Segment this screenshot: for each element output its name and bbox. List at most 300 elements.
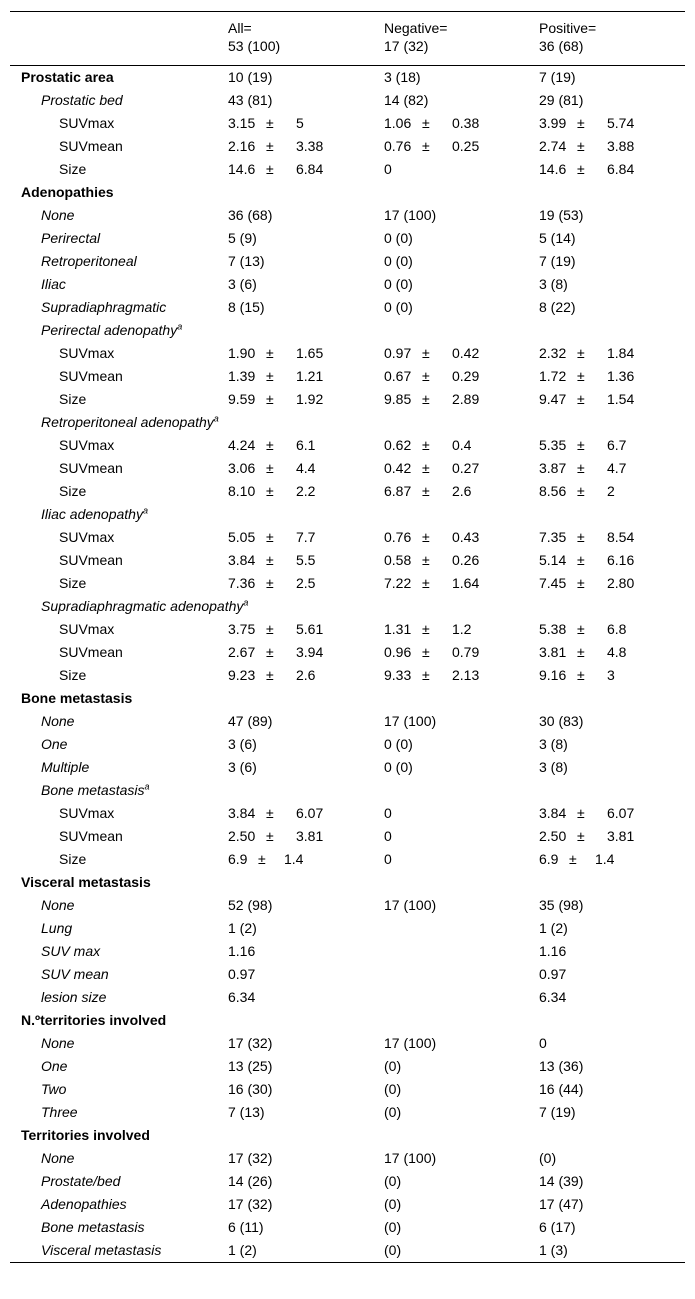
cell-neg [373, 296, 528, 319]
sd-value: 1.4 [595, 851, 615, 867]
cell-neg [373, 342, 528, 365]
cell-pos [528, 66, 685, 90]
cell-value: 0 (0) [384, 759, 413, 775]
plus-minus-sign: ± [577, 805, 585, 821]
cell-value: 13 (36) [539, 1058, 584, 1074]
plus-minus-sign: ± [577, 529, 585, 545]
table-row [10, 1170, 685, 1193]
cell-all [217, 181, 373, 204]
cell-value: 0 [384, 828, 392, 844]
cell-value: 43 (81) [228, 92, 273, 108]
table-row [10, 664, 685, 687]
cell-value: 3 (8) [539, 759, 568, 775]
cell-value: 19 (53) [539, 207, 584, 223]
cell-neg [373, 388, 528, 411]
cell-neg [373, 526, 528, 549]
row-label [10, 1055, 217, 1078]
sd-value: 0.29 [452, 368, 480, 384]
table-row [10, 1009, 685, 1032]
cell-value: 0 (0) [384, 230, 413, 246]
mean-value: 1.90 [228, 345, 256, 361]
sd-value: 0.25 [452, 138, 480, 154]
sd-value: 1.84 [607, 345, 635, 361]
row-label [10, 1078, 217, 1101]
footnote-marker: a [213, 413, 219, 424]
mean-value: 0.62 [384, 437, 412, 453]
row-label [10, 940, 217, 963]
row-label-text: Retroperitoneal [41, 253, 137, 269]
row-label-text: Size [59, 483, 87, 499]
row-label [10, 227, 217, 250]
table-row [10, 135, 685, 158]
cell-all [217, 733, 373, 756]
row-label-text: Bone metastasis [41, 782, 145, 798]
row-label [10, 1170, 217, 1193]
sd-value: 0.27 [452, 460, 480, 476]
cell-value: 0 (0) [384, 736, 413, 752]
sd-value: 1.65 [296, 345, 324, 361]
mean-value: 8.56 [539, 483, 567, 499]
row-label-text: Three [41, 1104, 78, 1120]
row-label [10, 434, 217, 457]
cell-value: 17 (100) [384, 1035, 437, 1051]
plus-minus-sign: ± [266, 529, 274, 545]
cell-value: 0 [384, 851, 392, 867]
cell-neg [373, 733, 528, 756]
cell-value: 7 (19) [539, 253, 576, 269]
cell-pos [528, 112, 685, 135]
cell-pos [528, 1009, 685, 1032]
mean-value: 6.9 [228, 851, 248, 867]
plus-minus-sign: ± [266, 460, 274, 476]
plus-minus-sign: ± [422, 483, 430, 499]
cell-pos [528, 940, 685, 963]
plus-minus-sign: ± [577, 115, 585, 131]
sd-value: 4.4 [296, 460, 316, 476]
row-label-text: SUV max [41, 943, 101, 959]
row-label-text: Territories involved [21, 1127, 150, 1143]
table-row [10, 848, 685, 871]
table-row [10, 296, 685, 319]
cell-neg [373, 917, 528, 940]
cell-value: 7 (19) [539, 69, 576, 85]
table-row [10, 273, 685, 296]
table-row [10, 388, 685, 411]
cell-value: 29 (81) [539, 92, 584, 108]
sd-value: 6.7 [607, 437, 627, 453]
cell-value: 7 (19) [539, 1104, 576, 1120]
row-label-text: SUVmax [59, 115, 115, 131]
cell-pos [528, 503, 685, 526]
plus-minus-sign: ± [577, 828, 585, 844]
cell-all [217, 204, 373, 227]
mean-value: 9.85 [384, 391, 412, 407]
cell-value: (0) [384, 1242, 402, 1258]
cell-all [217, 664, 373, 687]
table-row [10, 825, 685, 848]
cell-value: 7 (13) [228, 253, 265, 269]
row-label [10, 1009, 217, 1032]
cell-all [217, 273, 373, 296]
cell-pos [528, 227, 685, 250]
row-label [10, 296, 217, 319]
plus-minus-sign: ± [422, 621, 430, 637]
cell-neg [373, 756, 528, 779]
mean-value: 0.42 [384, 460, 412, 476]
mean-value: 5.14 [539, 552, 567, 568]
row-label-text: Multiple [41, 759, 90, 775]
cell-all [217, 1032, 373, 1055]
mean-value: 0.67 [384, 368, 412, 384]
cell-value: 0 [384, 161, 392, 177]
table-row [10, 1032, 685, 1055]
row-label [10, 66, 217, 90]
row-label [10, 641, 217, 664]
mean-value: 6.87 [384, 483, 412, 499]
cell-all [217, 250, 373, 273]
table-row [10, 342, 685, 365]
row-label [10, 480, 217, 503]
cell-neg [373, 1193, 528, 1216]
row-label [10, 1239, 217, 1263]
cell-value: 3 (8) [539, 276, 568, 292]
mean-value: 9.47 [539, 391, 567, 407]
mean-value: 7.45 [539, 575, 567, 591]
cell-all [217, 1147, 373, 1170]
mean-value: 1.72 [539, 368, 567, 384]
plus-minus-sign: ± [266, 161, 274, 177]
sd-value: 2.2 [296, 483, 316, 499]
cell-value: 8 (15) [228, 299, 265, 315]
sd-value: 1.4 [284, 851, 304, 867]
plus-minus-sign: ± [422, 345, 430, 361]
cell-neg [373, 572, 528, 595]
sd-value: 5.61 [296, 621, 324, 637]
header-positive-label: Positive= [539, 20, 597, 36]
cell-pos [528, 89, 685, 112]
cell-pos [528, 917, 685, 940]
table-row [10, 457, 685, 480]
plus-minus-sign: ± [266, 138, 274, 154]
plus-minus-sign: ± [577, 667, 585, 683]
row-label-text: Iliac adenopathy [41, 506, 143, 522]
table-row [10, 618, 685, 641]
sd-value: 7.7 [296, 529, 316, 545]
table-row [10, 503, 685, 526]
header-all-label: All= [228, 20, 252, 36]
cell-neg [373, 1101, 528, 1124]
cell-all [217, 802, 373, 825]
cell-pos [528, 480, 685, 503]
cell-value: 3 (6) [228, 759, 257, 775]
sd-value: 3.94 [296, 644, 324, 660]
plus-minus-sign: ± [422, 644, 430, 660]
cell-value: (0) [384, 1104, 402, 1120]
row-label [10, 687, 217, 710]
cell-neg [373, 503, 528, 526]
row-label-text: SUVmean [59, 644, 123, 660]
cell-neg [373, 940, 528, 963]
cell-neg [373, 687, 528, 710]
cell-neg [373, 641, 528, 664]
cell-all [217, 1239, 373, 1263]
cell-value: (0) [384, 1196, 402, 1212]
row-label [10, 756, 217, 779]
cell-value: 36 (68) [228, 207, 273, 223]
row-label [10, 825, 217, 848]
sd-value: 1.36 [607, 368, 635, 384]
table-row [10, 204, 685, 227]
sd-value: 6.8 [607, 621, 627, 637]
row-label-text: Adenopathies [41, 1196, 127, 1212]
table-row [10, 181, 685, 204]
cell-pos [528, 1101, 685, 1124]
sd-value: 6.16 [607, 552, 635, 568]
cell-pos [528, 296, 685, 319]
plus-minus-sign: ± [422, 552, 430, 568]
cell-value: 17 (32) [228, 1150, 273, 1166]
cell-all [217, 457, 373, 480]
table-row [10, 434, 685, 457]
cell-neg [373, 1124, 528, 1147]
row-label-text: Visceral metastasis [21, 874, 151, 890]
mean-value: 7.35 [539, 529, 567, 545]
table-row [10, 756, 685, 779]
row-label-text: Size [59, 575, 87, 591]
cell-neg [373, 549, 528, 572]
row-label [10, 1101, 217, 1124]
table-body [10, 66, 685, 1263]
row-label-text: Bone metastasis [41, 1219, 145, 1235]
cell-neg [373, 434, 528, 457]
cell-pos [528, 319, 685, 342]
cell-pos [528, 756, 685, 779]
cell-pos [528, 986, 685, 1009]
footnote-marker: a [177, 321, 183, 332]
table-row [10, 802, 685, 825]
row-label-text: Size [59, 161, 87, 177]
row-label [10, 1216, 217, 1239]
sd-value: 2.6 [296, 667, 316, 683]
plus-minus-sign: ± [577, 161, 585, 177]
plus-minus-sign: ± [577, 621, 585, 637]
sd-value: 0.26 [452, 552, 480, 568]
mean-value: 2.16 [228, 138, 256, 154]
cell-pos [528, 457, 685, 480]
row-label [10, 158, 217, 181]
cell-all [217, 779, 373, 802]
cell-all [217, 825, 373, 848]
cell-value: 1.16 [228, 943, 256, 959]
cell-pos [528, 1239, 685, 1263]
table-row [10, 250, 685, 273]
cell-pos [528, 204, 685, 227]
cell-neg [373, 825, 528, 848]
mean-value: 5.38 [539, 621, 567, 637]
table-row [10, 871, 685, 894]
cell-value: 17 (100) [384, 713, 437, 729]
cell-neg [373, 89, 528, 112]
cell-value: 17 (32) [228, 1196, 273, 1212]
cell-pos [528, 526, 685, 549]
cell-all [217, 319, 373, 342]
cell-value: (0) [384, 1081, 402, 1097]
sd-value: 3 [607, 667, 615, 683]
row-label-text: None [41, 207, 75, 223]
results-table [10, 11, 685, 1263]
row-label-text: Bone metastasis [21, 690, 133, 706]
header-blank [10, 12, 217, 66]
cell-neg [373, 664, 528, 687]
row-label-text: SUVmean [59, 828, 123, 844]
row-label-text: Prostatic area [21, 69, 114, 85]
table-row [10, 480, 685, 503]
cell-pos [528, 894, 685, 917]
cell-value: 8 (22) [539, 299, 576, 315]
mean-value: 3.84 [228, 552, 256, 568]
sd-value: 0.43 [452, 529, 480, 545]
row-label-text: Iliac [41, 276, 66, 292]
plus-minus-sign: ± [266, 667, 274, 683]
row-label [10, 986, 217, 1009]
row-label [10, 273, 217, 296]
row-label-text: None [41, 713, 75, 729]
cell-pos [528, 434, 685, 457]
mean-value: 7.22 [384, 575, 412, 591]
sd-value: 1.64 [452, 575, 480, 591]
mean-value: 1.06 [384, 115, 412, 131]
mean-value: 2.67 [228, 644, 256, 660]
cell-value: 10 (19) [228, 69, 273, 85]
table-row [10, 89, 685, 112]
row-label-text: Size [59, 667, 87, 683]
row-label [10, 112, 217, 135]
cell-neg [373, 986, 528, 1009]
plus-minus-sign: ± [577, 575, 585, 591]
row-label [10, 89, 217, 112]
sd-value: 6.07 [296, 805, 324, 821]
cell-pos [528, 595, 685, 618]
cell-neg [373, 1009, 528, 1032]
plus-minus-sign: ± [422, 115, 430, 131]
cell-all [217, 871, 373, 894]
plus-minus-sign: ± [266, 437, 274, 453]
cell-all [217, 848, 373, 871]
table-row [10, 1193, 685, 1216]
cell-value: 0 (0) [384, 299, 413, 315]
mean-value: 0.76 [384, 138, 412, 154]
mean-value: 3.81 [539, 644, 567, 660]
cell-value: 5 (9) [228, 230, 257, 246]
row-label-text: SUVmean [59, 138, 123, 154]
table-row [10, 365, 685, 388]
cell-pos [528, 1055, 685, 1078]
cell-value: 16 (44) [539, 1081, 584, 1097]
table-row [10, 227, 685, 250]
row-label [10, 710, 217, 733]
mean-value: 14.6 [228, 161, 256, 177]
cell-pos [528, 572, 685, 595]
row-label-text: SUVmax [59, 529, 115, 545]
row-label [10, 618, 217, 641]
cell-neg [373, 66, 528, 90]
footnote-marker: a [142, 505, 148, 516]
cell-all [217, 227, 373, 250]
plus-minus-sign: ± [266, 644, 274, 660]
cell-value: 0 (0) [384, 276, 413, 292]
cell-neg [373, 365, 528, 388]
cell-pos [528, 618, 685, 641]
cell-pos [528, 733, 685, 756]
sd-value: 0.42 [452, 345, 480, 361]
cell-value: 3 (8) [539, 736, 568, 752]
row-label [10, 917, 217, 940]
header-negative-label: Negative= [384, 20, 448, 36]
cell-value: 14 (39) [539, 1173, 584, 1189]
row-label [10, 848, 217, 871]
cell-all [217, 135, 373, 158]
cell-all [217, 388, 373, 411]
sd-value: 6.1 [296, 437, 316, 453]
mean-value: 6.9 [539, 851, 559, 867]
row-label [10, 319, 217, 342]
row-label-text: Lung [41, 920, 73, 936]
cell-value: 0 [539, 1035, 547, 1051]
cell-value: 14 (82) [384, 92, 429, 108]
sd-value: 4.7 [607, 460, 627, 476]
cell-all [217, 1055, 373, 1078]
cell-value: 5 (14) [539, 230, 576, 246]
cell-neg [373, 618, 528, 641]
cell-value: 30 (83) [539, 713, 584, 729]
row-label [10, 802, 217, 825]
cell-pos [528, 1078, 685, 1101]
cell-pos [528, 365, 685, 388]
plus-minus-sign: ± [577, 552, 585, 568]
row-label [10, 526, 217, 549]
cell-neg [373, 848, 528, 871]
row-label [10, 733, 217, 756]
cell-pos [528, 1170, 685, 1193]
cell-all [217, 112, 373, 135]
row-label [10, 411, 217, 434]
cell-neg [373, 457, 528, 480]
cell-neg [373, 112, 528, 135]
sd-value: 5.74 [607, 115, 635, 131]
mean-value: 0.97 [384, 345, 412, 361]
row-label [10, 549, 217, 572]
mean-value: 0.76 [384, 529, 412, 545]
cell-all [217, 66, 373, 90]
row-label [10, 572, 217, 595]
row-label-text: SUVmean [59, 552, 123, 568]
cell-value: 6.34 [539, 989, 567, 1005]
cell-all [217, 1216, 373, 1239]
cell-pos [528, 1216, 685, 1239]
sd-value: 0.4 [452, 437, 472, 453]
sd-value: 1.54 [607, 391, 635, 407]
cell-pos [528, 158, 685, 181]
cell-neg [373, 710, 528, 733]
cell-pos [528, 1032, 685, 1055]
row-label-text: Prostate/bed [41, 1173, 121, 1189]
cell-all [217, 342, 373, 365]
plus-minus-sign: ± [577, 644, 585, 660]
cell-value: (0) [384, 1219, 402, 1235]
header-positive-count: 36 (68) [539, 38, 584, 54]
cell-all [217, 986, 373, 1009]
sd-value: 2.6 [452, 483, 472, 499]
